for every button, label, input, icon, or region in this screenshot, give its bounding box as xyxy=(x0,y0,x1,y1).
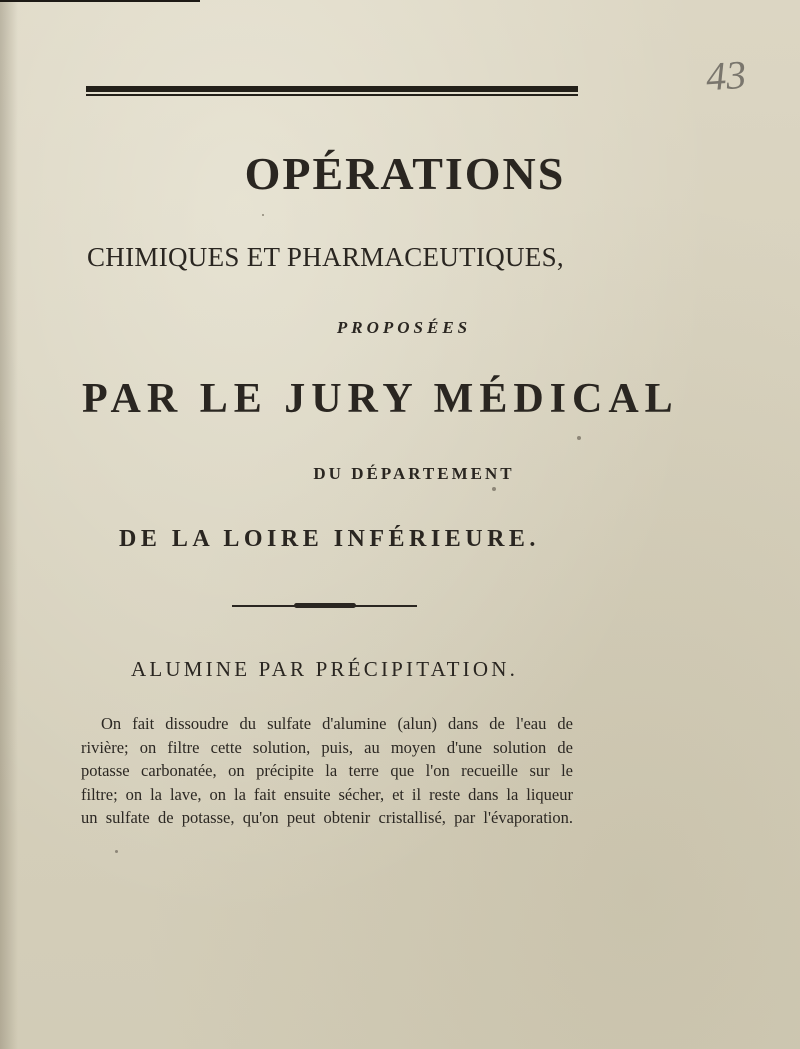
paragraph-line: potasse carbonatée, on précipite la terre que l'on recueille sur le xyxy=(81,761,573,780)
rule-thick-line xyxy=(86,86,578,92)
paragraph-line: rivière; on filtre cette solution, puis, au moyen d'une solution de xyxy=(81,737,573,757)
paper-speck xyxy=(577,436,581,440)
jury-medical-line: PAR LE JURY MÉDICAL xyxy=(82,376,679,422)
folio-number: 43 xyxy=(704,51,748,100)
divider-swell xyxy=(294,603,356,608)
paper-speck xyxy=(492,487,496,491)
title: OPÉRATIONS xyxy=(244,148,566,199)
page-top-edge xyxy=(0,0,200,2)
paper-speck xyxy=(262,214,264,216)
subtitle: CHIMIQUES ET PHARMACEUTIQUES, xyxy=(87,242,564,272)
loire-inferieure-line: DE LA LOIRE INFÉRIEURE. xyxy=(119,526,540,552)
body-paragraph xyxy=(81,712,573,830)
departement-line: DU DÉPARTEMENT xyxy=(313,464,515,483)
top-double-rule xyxy=(86,86,578,96)
paper-speck xyxy=(115,850,118,853)
proposees-line: PROPOSÉES xyxy=(336,318,472,337)
paragraph-line: un sulfate de potasse, qu'on peut obtenir cristallisé, par l'évaporation. xyxy=(81,808,573,827)
paragraph-line: On fait dissoudre du sulfate d'alumine (alun) dans de l'eau de xyxy=(101,714,573,733)
section-heading: ALUMINE PAR PRÉCIPITATION. xyxy=(131,657,519,681)
paragraph-line: filtre; on la lave, on la fait ensuite sécher, et il reste dans la liqueur xyxy=(81,784,573,804)
ornamental-divider xyxy=(232,602,417,610)
rule-thin-line xyxy=(86,94,578,96)
